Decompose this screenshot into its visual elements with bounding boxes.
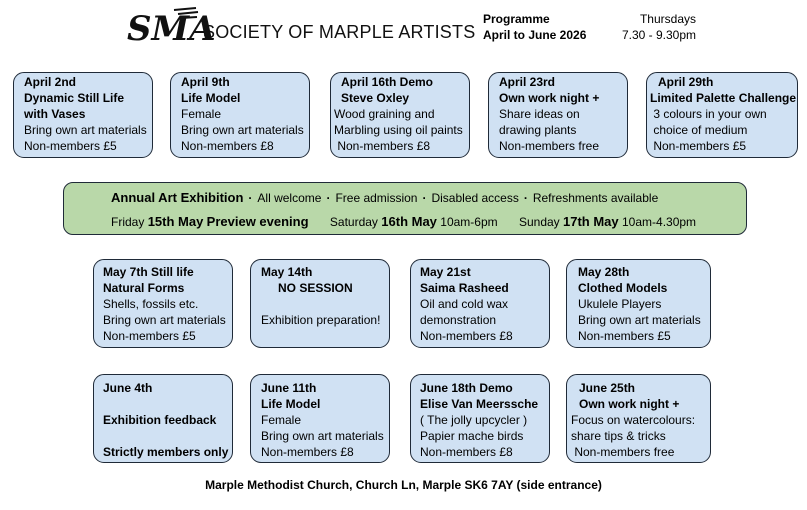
session-price: Non-members £8 [420, 445, 513, 459]
exhibition-dates [111, 214, 696, 229]
session-title: Strictly members only [103, 445, 229, 459]
exhibition-feature: All welcome [257, 191, 322, 205]
session-title: Limited Palette Challenge [650, 91, 797, 105]
session-may-7 [93, 259, 233, 348]
session-detail: Oil and cold wax [420, 297, 509, 311]
exhibition-features [111, 190, 658, 205]
session-april-16 [330, 72, 470, 158]
session-detail: Papier mache birds [420, 429, 524, 443]
session-detail: Ukulele Players [578, 297, 662, 311]
bullet-separator: · [523, 191, 528, 205]
session-date: June 25th [579, 381, 636, 395]
session-detail: choice of medium [650, 123, 748, 137]
session-title: Life Model [181, 91, 241, 105]
session-title: Own work night + [499, 91, 600, 105]
session-may-21 [410, 259, 550, 348]
society-name: SOCIETY OF MARPLE ARTISTS [203, 22, 476, 42]
session-date: May 14th [261, 265, 313, 279]
sma-logo [126, 6, 216, 49]
session-date: June 4th [103, 381, 153, 395]
session-detail: Female [261, 413, 302, 427]
annual-exhibition-banner [63, 182, 747, 235]
session-detail: drawing plants [499, 123, 577, 137]
session-date: June 18th Demo [420, 381, 513, 395]
exhibition-feature: Disabled access [431, 191, 519, 205]
session-price: Non-members £8 [181, 139, 274, 153]
schedule-time [610, 11, 696, 43]
session-date: June 11th [261, 381, 317, 395]
exhibition-feature: Free admission [335, 191, 418, 205]
session-detail: Female [181, 107, 222, 121]
session-detail: share tips & tricks [571, 429, 666, 443]
exhibition-title: Annual Art Exhibition [111, 190, 244, 205]
session-title: Saima Rasheed [420, 281, 509, 295]
venue-address: Marple Methodist Church, Church Ln, Marple SK6 7AY (side entrance) [205, 478, 602, 492]
exhibition-sunday-time: 10am-4.30pm [622, 215, 697, 229]
session-april-9 [170, 72, 310, 158]
session-detail: Share ideas on [499, 107, 580, 121]
session-date: April 29th [658, 75, 714, 89]
session-april-23 [488, 72, 628, 158]
session-detail: demonstration [420, 313, 497, 327]
session-june-4 [93, 374, 233, 463]
session-june-18 [410, 374, 550, 463]
exhibition-saturday-date: 16th May [381, 214, 437, 229]
session-title: Steve Oxley [341, 91, 410, 105]
session-june-11 [250, 374, 390, 463]
session-detail: Bring own art materials [24, 123, 147, 137]
session-date: April 16th Demo [341, 75, 434, 89]
meeting-day: Thursdays [639, 12, 696, 26]
session-price: Non-members £5 [103, 329, 196, 343]
session-detail: Focus on watercolours: [571, 413, 696, 427]
session-detail: ( The jolly upcycler ) [420, 413, 528, 427]
exhibition-saturday-day: Saturday [329, 215, 378, 229]
session-detail: 3 colours in your own [650, 107, 767, 121]
session-title: with Vases [24, 107, 86, 121]
session-title: Own work night + [579, 397, 680, 411]
session-price: Non-members £5 [650, 139, 747, 153]
session-title: NO SESSION [278, 281, 353, 295]
session-title: Life Model [261, 397, 321, 411]
session-price: Non-members £5 [578, 329, 671, 343]
session-date: April 9th [181, 75, 230, 89]
session-may-28 [566, 259, 711, 348]
session-price: Non-members £8 [334, 139, 431, 153]
session-title: Exhibition feedback [103, 413, 217, 427]
session-detail: Exhibition preparation! [261, 313, 381, 327]
exhibition-friday-day: Friday [111, 215, 145, 229]
session-title: Natural Forms [103, 281, 185, 295]
bullet-separator: · [248, 191, 253, 205]
session-price: Non-members £8 [261, 445, 354, 459]
session-title: Clothed Models [578, 281, 668, 295]
session-title: Elise Van Meerssche [420, 397, 539, 411]
session-june-25 [566, 374, 711, 463]
exhibition-sunday-day: Sunday [518, 215, 560, 229]
session-title: Dynamic Still Life [24, 91, 125, 105]
exhibition-feature: Refreshments available [532, 191, 659, 205]
session-april-29 [646, 72, 798, 158]
programme-label: Programme [483, 12, 550, 26]
bullet-separator: · [326, 191, 331, 205]
exhibition-saturday-time: 10am-6pm [440, 215, 498, 229]
session-price: Non-members £8 [420, 329, 513, 343]
session-date: May 21st [420, 265, 471, 279]
session-detail: Marbling using oil paints [334, 123, 463, 137]
session-date: April 2nd [24, 75, 77, 89]
session-detail: Wood graining and [334, 107, 435, 121]
session-detail: Shells, fossils etc. [103, 297, 199, 311]
exhibition-friday-label: Preview evening [206, 214, 309, 229]
bullet-separator: · [422, 191, 427, 205]
session-date: May 7th Still life [103, 265, 194, 279]
session-may-14 [250, 259, 390, 348]
exhibition-sunday-date: 17th May [563, 214, 619, 229]
session-date: April 23rd [499, 75, 556, 89]
session-detail: Bring own art materials [181, 123, 304, 137]
session-price: Non-members free [571, 445, 675, 459]
logo-text: SMA [127, 9, 216, 49]
session-price: Non-members free [499, 139, 600, 153]
session-detail: Bring own art materials [261, 429, 384, 443]
session-date: May 28th [578, 265, 630, 279]
meeting-time: 7.30 - 9.30pm [621, 28, 696, 42]
session-detail: Bring own art materials [103, 313, 226, 327]
exhibition-friday-date: 15th May [147, 214, 204, 229]
programme-period: April to June 2026 [483, 28, 587, 42]
programme-heading [483, 11, 586, 43]
session-price: Non-members £5 [24, 139, 117, 153]
session-april-2 [13, 72, 153, 158]
session-detail: Bring own art materials [578, 313, 701, 327]
